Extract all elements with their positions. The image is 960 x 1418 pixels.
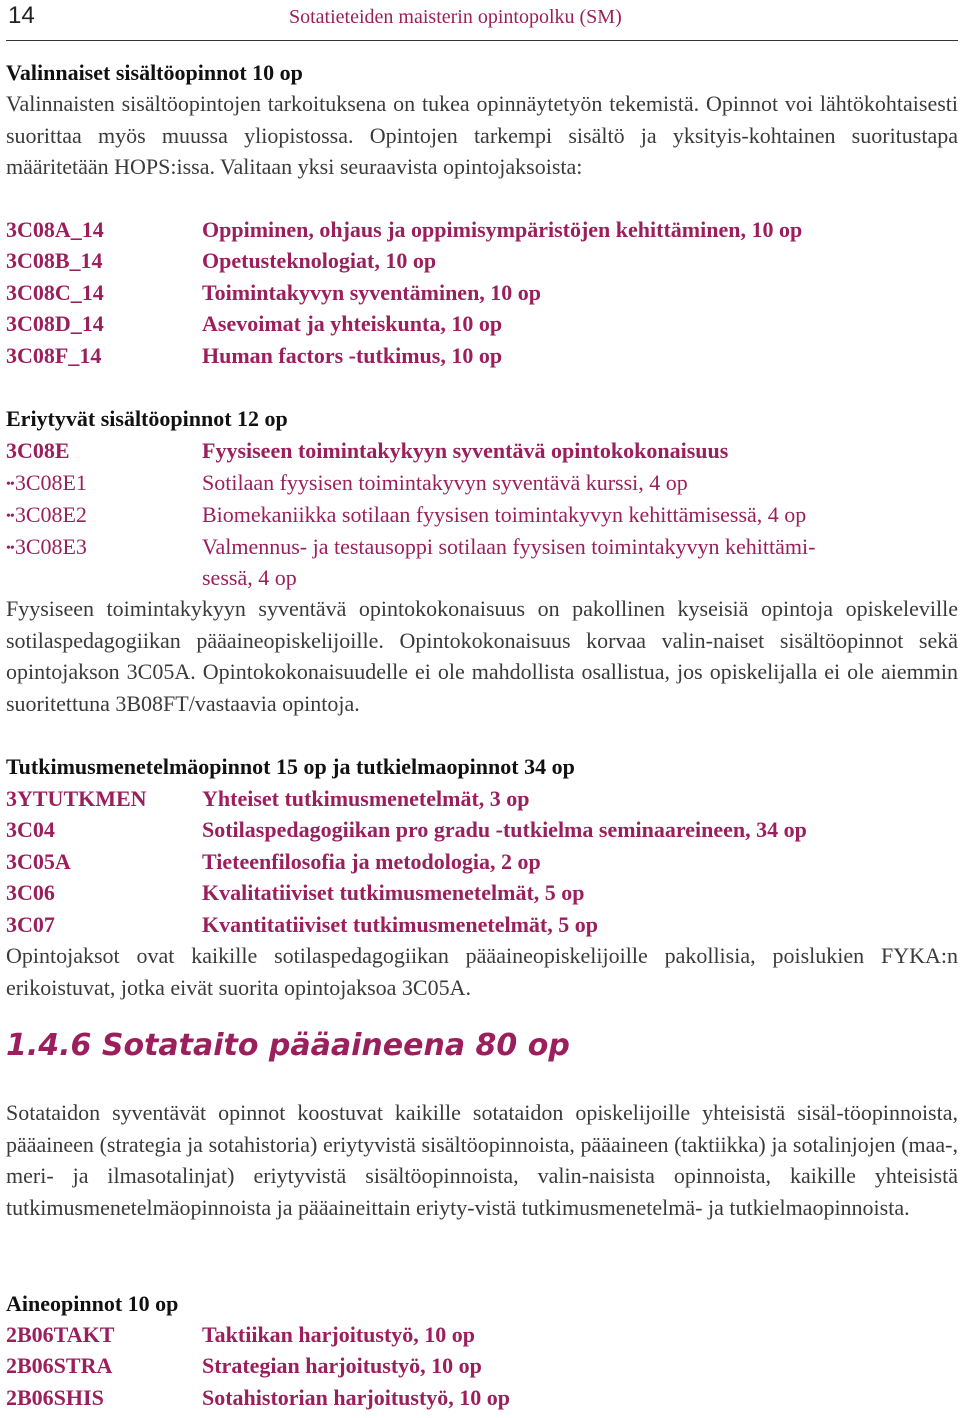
course-code: 3C04: [6, 817, 55, 842]
sub-course-row: [6, 467, 958, 498]
page-header: [6, 0, 958, 44]
sub-course-code: [6, 467, 87, 502]
course-title: Oppiminen, ohjaus ja oppimisympäristöjen kehittäminen, 10 op: [202, 217, 803, 242]
course-code: 3C08E: [6, 438, 70, 463]
course-row: [6, 877, 958, 908]
course-title: Toimintakyvyn syventäminen, 10 op: [202, 280, 542, 305]
course-title: Fyysiseen toimintakykyyn syventävä opintokokonaisuus: [202, 438, 729, 463]
paragraph-eriytyvat: Fyysiseen toimintakykyyn syventävä opintokokonaisuus on pakollinen kyseisiä opintoja opiskeleville sotilaspedagogiikan pääaineopiskelijoille. Opintokokonaisuus korvaa valin-naiset sisältöopinnot sekä opintojakson 3C05A. Opintokokonaisuudelle ei ole mahdollista osallistua, jos opiskelijalla ei ole aiemmin suoritettuna 3B08FT/vastaavia opintoja.: [6, 596, 958, 716]
course-title: Kvalitatiiviset tutkimusmenetelmät, 5 op: [202, 880, 585, 905]
course-title: Sotahistorian harjoitustyö, 10 op: [202, 1385, 511, 1410]
section-heading-1-4-6: 1.4.6 Sotataito pääaineena 80 op: [6, 1028, 570, 1063]
course-title: Yhteiset tutkimusmenetelmät, 3 op: [202, 786, 530, 811]
course-code: 3C06: [6, 880, 55, 905]
course-row: [6, 277, 958, 308]
course-row: [6, 1319, 958, 1350]
course-row: [6, 1350, 958, 1381]
sub-course-title: Sotilaan fyysisen toimintakyvyn syventävä kurssi, 4 op: [202, 470, 688, 495]
sub-course-code-text: 3C08E3: [14, 534, 87, 559]
course-row: [6, 783, 958, 814]
course-code: 2B06SHIS: [6, 1385, 104, 1410]
course-title: Asevoimat ja yhteiskunta, 10 op: [202, 311, 503, 336]
course-row: [6, 814, 958, 845]
sub-course-title-continued: sessä, 4 op: [202, 565, 297, 590]
course-code: 3C07: [6, 912, 55, 937]
bullet-icon: ••: [6, 509, 14, 524]
sub-course-code-text: 3C08E1: [14, 470, 87, 495]
course-title: Tieteenfilosofia ja metodologia, 2 op: [202, 849, 541, 874]
course-code: 3YTUTKMEN: [6, 786, 147, 811]
course-code: 3C08F_14: [6, 343, 102, 368]
bullet-icon: ••: [6, 477, 14, 492]
course-code: 3C08B_14: [6, 248, 103, 273]
course-row: [6, 245, 958, 276]
section-heading-tutkimus: Tutkimusmenetelmäopinnot 15 op ja tutkielmaopinnot 34 op: [6, 754, 575, 779]
sub-course-title: Biomekaniikka sotilaan fyysisen toimintakyvyn kehittämisessä, 4 op: [202, 502, 807, 527]
header-rule: [6, 40, 958, 41]
course-code: 2B06TAKT: [6, 1322, 115, 1347]
sub-course-code: [6, 531, 87, 566]
section-heading-valinnaiset: Valinnaiset sisältöopinnot 10 op: [6, 60, 303, 85]
paragraph-sotataito: Sotataidon syventävät opinnot koostuvat kaikille sotataidon opiskelijoille yhteisistä sisäl-töopinnoista, pääaineen (strategia ja sotahistoria) eriytyvistä sisältöopinnoista, pääaineen (taktiikka) ja sotalinjojen (maa-, meri- ja ilmasotalinjat) eriytyvistä sisältöopinnoista, valin-naisista opinnoista, kaikille yhteisistä tutkimusmenetelmäopinnoista ja pääaineittain eriyty-vistä tutkimusmenetelmä- ja tutkielmaopinnoista.: [6, 1100, 958, 1220]
course-row: [6, 340, 958, 371]
sub-course-row: [6, 531, 958, 562]
sub-course-code: [6, 499, 87, 534]
bullet-icon: ••: [6, 541, 14, 556]
course-row: [6, 435, 958, 466]
course-title: Taktiikan harjoitustyö, 10 op: [202, 1322, 476, 1347]
paragraph-tutkimus: Opintojaksot ovat kaikille sotilaspedagogiikan pääaineopiskelijoille pakollisia, poislukien FYKA:n erikoistuvat, jotka eivät suorita opintojaksoa 3C05A.: [6, 943, 958, 1000]
course-title: Human factors -tutkimus, 10 op: [202, 343, 503, 368]
section-heading-eriytyvat: Eriytyvät sisältöopinnot 12 op: [6, 406, 288, 431]
running-title: Sotatieteiden maisterin opintopolku (SM): [289, 6, 622, 28]
course-title: Sotilaspedagogiikan pro gradu -tutkielma seminaareineen, 34 op: [202, 817, 807, 842]
section-heading-aineopinnot: Aineopinnot 10 op: [6, 1291, 179, 1316]
sub-course-row-continued: [6, 562, 958, 593]
course-title: Kvantitatiiviset tutkimusmenetelmät, 5 op: [202, 912, 598, 937]
course-title: Strategian harjoitustyö, 10 op: [202, 1353, 482, 1378]
course-code: 3C08D_14: [6, 311, 104, 336]
course-title: Opetusteknologiat, 10 op: [202, 248, 437, 273]
course-row: [6, 846, 958, 877]
course-row: [6, 214, 958, 245]
course-row: [6, 909, 958, 940]
sub-course-code-text: 3C08E2: [14, 502, 87, 527]
course-code: 3C08A_14: [6, 217, 104, 242]
course-code: 3C05A: [6, 849, 71, 874]
course-code: 2B06STRA: [6, 1353, 113, 1378]
course-code: 3C08C_14: [6, 280, 104, 305]
paragraph-valinnaiset: Valinnaisten sisältöopintojen tarkoituksena on tukea opinnäytetyön tekemistä. Opinnot voi lähtökohtaisesti suorittaa myös muussa yliopistossa. Opintojen tarkempi sisältö ja yksityis-kohtainen suoritustapa määritetään HOPS:issa. Valitaan yksi seuraavista opintojaksoista:: [6, 91, 958, 180]
sub-course-title: Valmennus- ja testausoppi sotilaan fyysisen toimintakyvyn kehittämi-: [202, 534, 816, 559]
course-row: [6, 308, 958, 339]
course-row: [6, 1382, 958, 1413]
sub-course-row: [6, 499, 958, 530]
page-number: 14: [8, 2, 35, 29]
